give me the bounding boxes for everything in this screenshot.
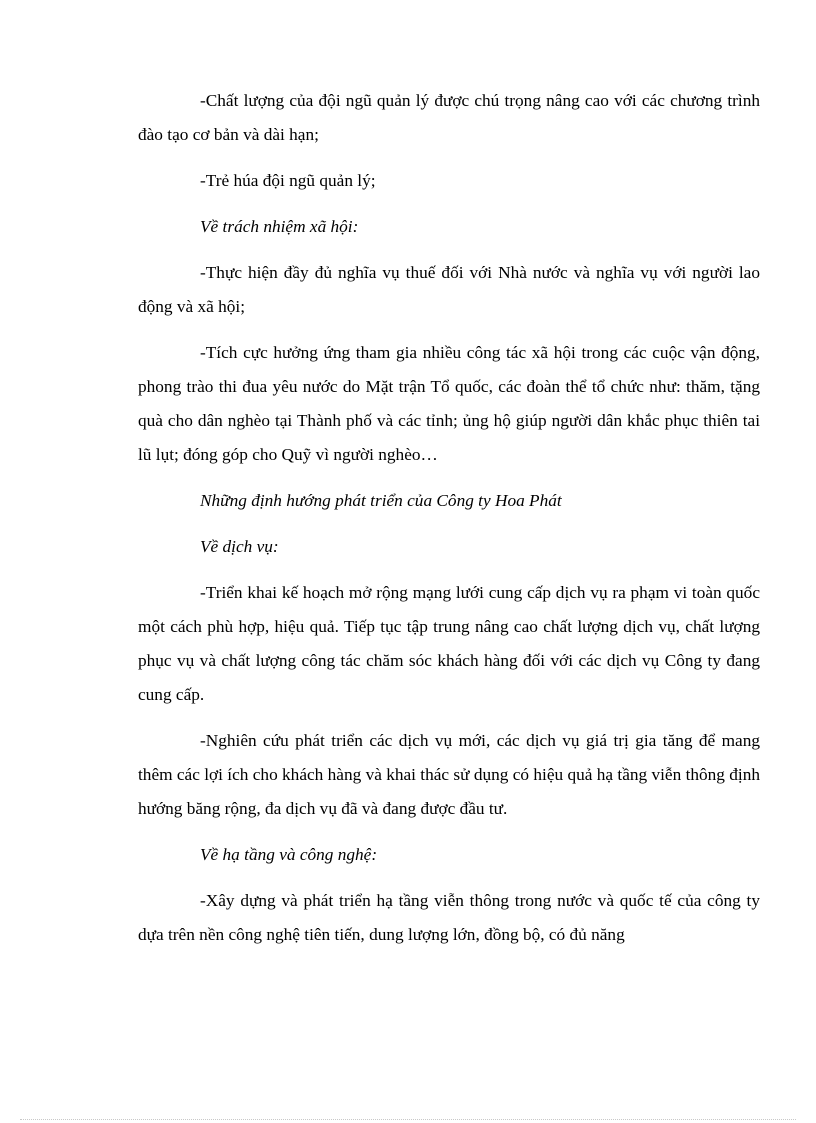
section-heading-services: Về dịch vụ: <box>200 537 279 556</box>
paragraph-network-expansion: -Triển khai kế hoạch mở rộng mạng lưới cung cấp dịch vụ ra phạm vi toàn quốc một cách phù hợp, hiệu quả. Tiếp tục tập trung nâng cao chất lượng dịch vụ, chất lượng phục vụ và chất lượng công tác chăm sóc khách hàng đối với các dịch vụ Công ty đang cung cấp. <box>138 583 760 704</box>
paragraph-management-youth: -Trẻ húa đội ngũ quản lý; <box>200 171 376 190</box>
paragraph-social-activities: -Tích cực hưởng ứng tham gia nhiều công tác xã hội trong các cuộc vận động, phong trào thi đua yêu nước do Mặt trận Tổ quốc, các đoàn thể tổ chức như: thăm, tặng quà cho dân nghèo tại Thành phố và các tỉnh; ủng hộ giúp người dân khắc phục thiên tai lũ lụt; đóng góp cho Quỹ vì người nghèo… <box>138 343 760 464</box>
paragraph-tax-obligation: -Thực hiện đầy đủ nghĩa vụ thuế đối với Nhà nước và nghĩa vụ với người lao động và xã hội; <box>138 263 760 316</box>
page-bottom-divider <box>20 1119 796 1120</box>
section-heading-social-responsibility: Về trách nhiệm xã hội: <box>200 217 359 236</box>
document-page <box>138 84 760 952</box>
paragraph-new-services: -Nghiên cứu phát triển các dịch vụ mới, các dịch vụ giá trị gia tăng để mang thêm các lợi ích cho khách hàng và khai thác sử dụng có hiệu quả hạ tầng viễn thông định hướng băng rộng, đa dịch vụ đã và đang được đầu tư. <box>138 731 760 818</box>
paragraph-management-quality: -Chất lượng của đội ngũ quản lý được chú trọng nâng cao với các chương trình đào tạo cơ bản và dài hạn; <box>138 91 760 144</box>
paragraph-infrastructure-development: -Xây dựng và phát triển hạ tầng viễn thông trong nước và quốc tế của công ty dựa trên nền công nghệ tiên tiến, dung lượng lớn, đồng bộ, có đủ năng <box>138 891 760 944</box>
section-heading-development-orientation: Những định hướng phát triển của Công ty Hoa Phát <box>200 491 562 510</box>
section-heading-infrastructure: Về hạ tầng và công nghệ: <box>200 845 378 864</box>
